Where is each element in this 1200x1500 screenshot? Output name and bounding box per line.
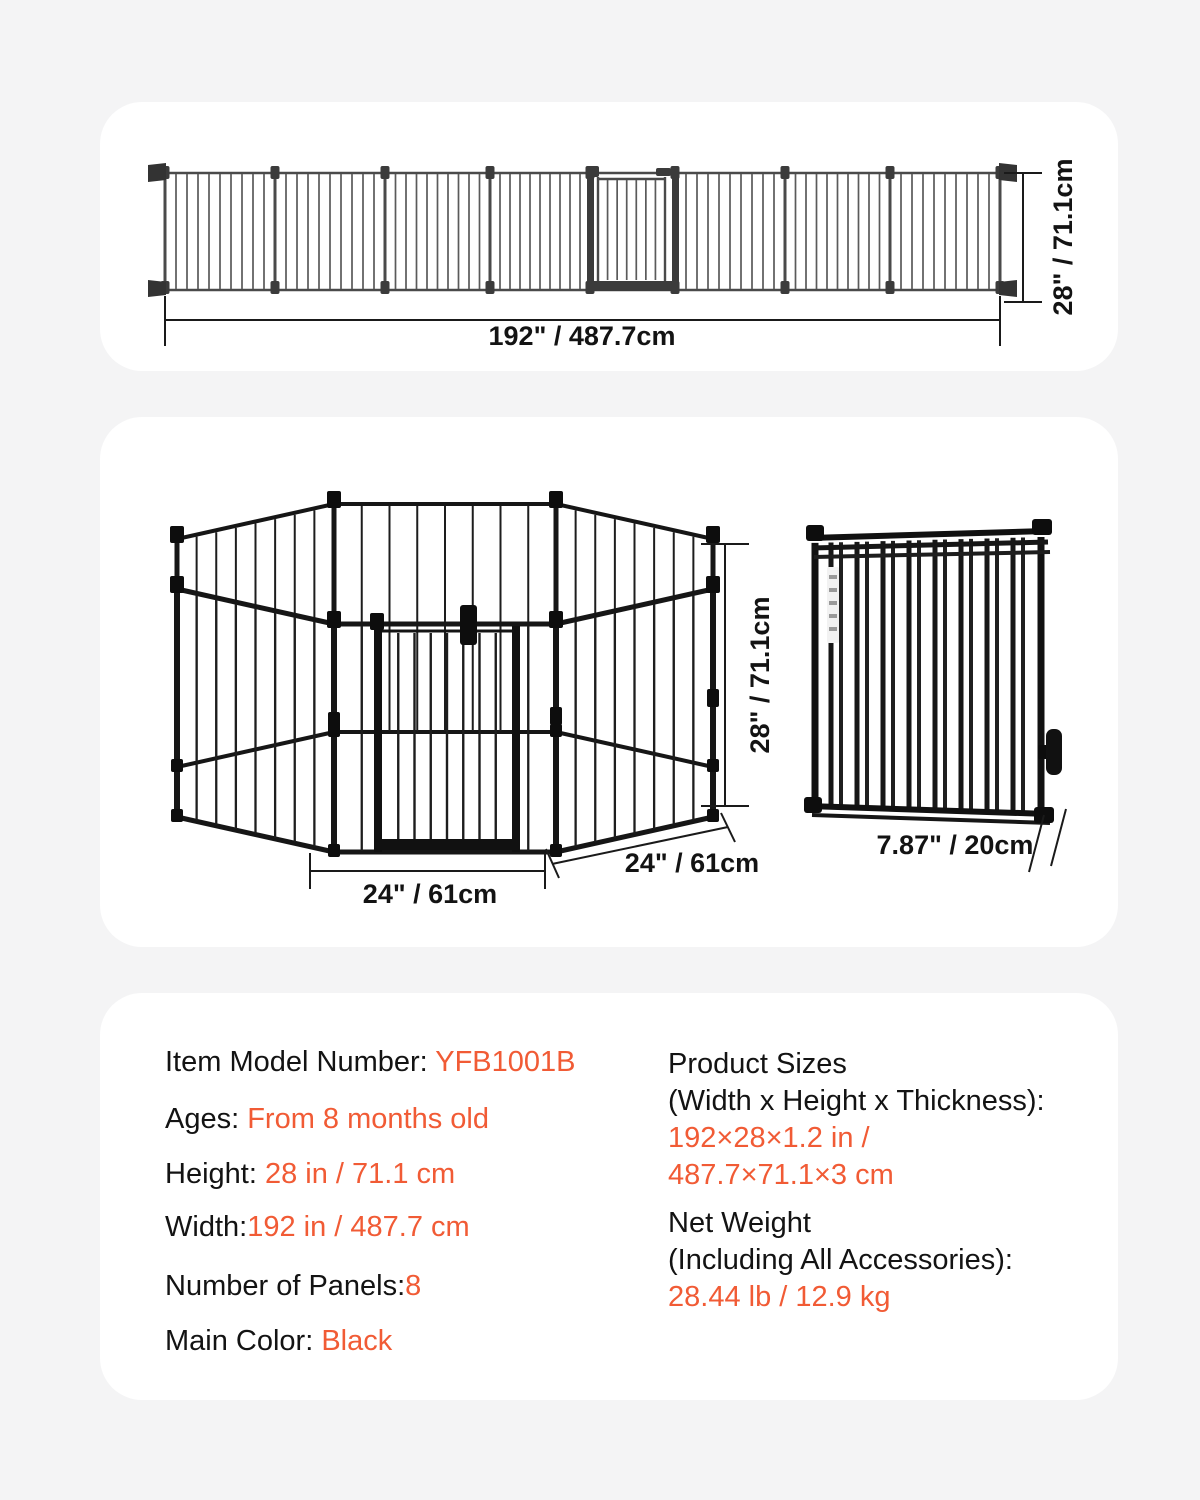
fence-width-label: 192" / 487.7cm (488, 321, 676, 351)
spec-main-color (165, 1321, 392, 1361)
flat-fence-card (100, 102, 1118, 371)
flat-fence-drawing (148, 163, 1017, 297)
spec-value: From 8 months old (247, 1103, 489, 1135)
spec-product-sizes (668, 1046, 1045, 1194)
specifications-card (100, 993, 1118, 1400)
product-sizes-subtitle: (Width x Height x Thickness): (668, 1085, 1045, 1117)
pen-front-width-label: 24" / 61cm (362, 879, 498, 909)
net-weight-subtitle: (Including All Accessories): (668, 1244, 1013, 1276)
product-sizes-value-cm: 487.7×71.1×3 cm (668, 1159, 894, 1191)
octagon-playpen-drawing (170, 491, 720, 857)
spec-net-weight (668, 1205, 1013, 1316)
fence-height-label: 28" / 71.1cm (1048, 158, 1078, 316)
pen-front-width-dimension (310, 853, 545, 909)
spec-model-number (165, 1042, 576, 1082)
playpen-diagram (100, 417, 1118, 947)
spec-width (165, 1207, 470, 1247)
product-sizes-value-in: 192×28×1.2 in / (668, 1122, 870, 1154)
folded-panels-drawing (804, 519, 1062, 823)
spec-value: 28 in / 71.1 cm (264, 1158, 456, 1190)
spec-ages (165, 1099, 489, 1139)
spec-label: Height: (165, 1158, 265, 1190)
stack-thickness-label: 7.87" / 20cm (876, 830, 1034, 860)
spec-panel-count (165, 1266, 421, 1306)
spec-value: 8 (405, 1270, 422, 1302)
net-weight-value: 28.44 lb / 12.9 kg (668, 1281, 891, 1313)
spec-label: Ages: (165, 1103, 248, 1135)
spec-label: Item Model Number: (165, 1046, 436, 1078)
spec-label: Number of Panels: (165, 1270, 406, 1302)
flat-fence-diagram (100, 102, 1118, 371)
playpen-configuration-card (100, 417, 1118, 947)
spec-value: Black (321, 1325, 393, 1357)
net-weight-title: Net Weight (668, 1207, 811, 1239)
spec-label: Width: (165, 1211, 248, 1243)
pen-side-width-label: 24" / 61cm (624, 848, 760, 878)
spec-height (165, 1154, 455, 1194)
product-sizes-title: Product Sizes (668, 1048, 847, 1080)
pen-height-label: 28" / 71.1cm (745, 596, 775, 754)
fence-width-dimension (165, 296, 1000, 351)
spec-value: YFB1001B (435, 1046, 576, 1078)
spec-label: Main Color: (165, 1325, 322, 1357)
spec-value: 192 in / 487.7 cm (247, 1211, 470, 1243)
